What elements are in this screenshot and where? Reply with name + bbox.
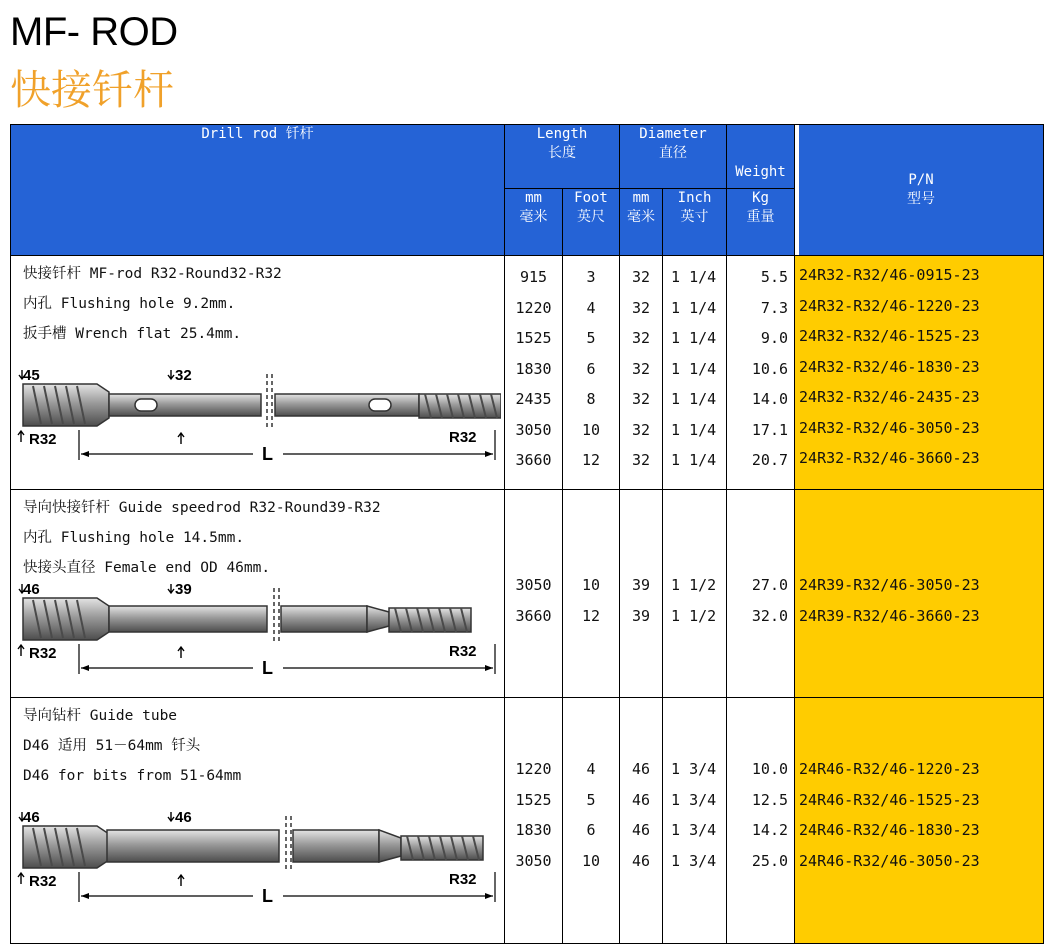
rod-diagram <box>17 810 501 910</box>
cell-value: 1 1/4 <box>671 268 717 286</box>
thread-label-left: R32 <box>29 645 57 662</box>
length-foot-cell <box>563 490 620 698</box>
cell-value: 1 1/2 <box>671 606 717 625</box>
description-line: 导向钻杆 Guide tube <box>23 708 178 724</box>
product-section-row <box>11 698 1044 944</box>
header-inch: Inch 英寸 <box>663 189 727 256</box>
cell-value: 12 <box>581 451 601 469</box>
diameter-mark-left: 46 <box>23 810 40 826</box>
cell-value: 10.0 <box>751 760 789 778</box>
arrow-up-icon <box>18 645 24 656</box>
cell-value: 3050 <box>515 576 552 594</box>
thread-label-left: R32 <box>29 431 57 448</box>
cell-value: 32 <box>631 451 651 469</box>
cell-value: 24R46-R32/46-3050-23 <box>799 851 980 870</box>
product-section-row <box>11 256 1044 490</box>
cell-value: 3660 <box>515 451 552 469</box>
header-kg: Kg 重量 <box>727 189 795 256</box>
cell-value: 10.6 <box>751 359 789 378</box>
diameter-mark-right: 39 <box>175 582 192 598</box>
cell-value: 14.2 <box>751 821 789 839</box>
cell-value: 1220 <box>515 760 552 778</box>
cell-value: 4 <box>586 298 596 317</box>
header-diameter: Diameter 直径 <box>620 125 727 189</box>
product-description <box>11 490 505 698</box>
cell-value: 24R39-R32/46-3660-23 <box>799 606 980 625</box>
cell-value: 27.0 <box>751 576 789 594</box>
arrow-up-icon <box>18 431 24 442</box>
cell-value: 39 <box>631 576 651 594</box>
cell-value: 24R32-R32/46-2435-23 <box>799 388 980 406</box>
cell-value: 915 <box>519 268 548 286</box>
header-dia-mm: mm 毫米 <box>620 189 663 256</box>
cell-value: 39 <box>631 606 651 625</box>
cell-value: 32 <box>631 359 651 378</box>
length-mm-cell <box>505 256 563 490</box>
length-foot-cell <box>563 698 620 944</box>
cell-value: 10 <box>581 576 601 594</box>
page-title-en: MF- ROD <box>10 10 178 54</box>
cell-value: 20.7 <box>751 451 789 469</box>
cell-value: 46 <box>631 790 651 809</box>
weight-cell <box>727 490 795 698</box>
cell-value: 1525 <box>515 790 552 809</box>
cell-value: 1 1/4 <box>671 420 717 439</box>
arrow-down-icon <box>168 584 174 593</box>
cell-value: 6 <box>586 821 596 839</box>
header-pn: P/N 型号 <box>795 125 1044 256</box>
cell-value: 32 <box>631 390 651 408</box>
length-mm-cell <box>505 490 563 698</box>
spec-table <box>10 124 1044 944</box>
diameter-inch-cell <box>663 256 727 490</box>
diameter-mm-cell <box>620 698 663 944</box>
cell-value: 1525 <box>515 329 552 347</box>
cell-value: 24R46-R32/46-1525-23 <box>799 790 980 809</box>
cell-value: 24R32-R32/46-3050-23 <box>799 418 980 437</box>
cell-value: 32 <box>631 268 651 286</box>
part-number-cell <box>795 256 1044 490</box>
cell-value: 32 <box>631 298 651 317</box>
arrow-down-icon <box>168 370 174 379</box>
arrow-up-icon <box>178 875 184 886</box>
cell-value: 24R32-R32/46-1830-23 <box>799 357 980 376</box>
cell-value: 1 1/4 <box>671 329 717 347</box>
rod-diagram <box>17 582 501 682</box>
arrow-down-icon <box>168 812 174 821</box>
cell-value: 1 3/4 <box>671 760 717 778</box>
rod-diagram <box>17 368 501 468</box>
header-drill-rod: Drill rod 钎杆 <box>11 125 505 256</box>
diameter-mm-cell <box>620 490 663 698</box>
cell-value: 1830 <box>515 359 552 378</box>
diameter-mark-right: 46 <box>175 810 192 826</box>
part-number-cell <box>795 698 1044 944</box>
cell-value: 12 <box>581 606 601 625</box>
cell-value: 1 1/4 <box>671 298 717 317</box>
arrow-up-icon <box>18 873 24 884</box>
cell-value: 1830 <box>515 821 552 839</box>
product-section-row <box>11 490 1044 698</box>
cell-value: 24R46-R32/46-1830-23 <box>799 821 980 839</box>
weight-cell <box>727 256 795 490</box>
cell-value: 7.3 <box>760 298 789 317</box>
header-length: Length 长度 <box>505 125 620 189</box>
length-label: L <box>262 658 273 678</box>
cell-value: 10 <box>581 420 601 439</box>
description-line: 内孔 Flushing hole 9.2mm. <box>23 296 236 312</box>
cell-value: 32.0 <box>751 606 789 625</box>
description-line: 快接钎杆 MF-rod R32-Round32-R32 <box>23 266 282 282</box>
description-line: 内孔 Flushing hole 14.5mm. <box>23 530 245 546</box>
cell-value: 1 1/4 <box>671 359 717 378</box>
cell-value: 46 <box>631 760 651 778</box>
diameter-inch-cell <box>663 490 727 698</box>
cell-value: 46 <box>631 851 651 870</box>
cell-value: 24R39-R32/46-3050-23 <box>799 576 980 594</box>
description-line: 快接头直径 Female end OD 46mm. <box>23 560 271 576</box>
description-line: 扳手槽 Wrench flat 25.4mm. <box>23 326 242 342</box>
weight-cell <box>727 698 795 944</box>
diameter-mm-cell <box>620 256 663 490</box>
cell-value: 24R32-R32/46-1525-23 <box>799 327 980 345</box>
cell-value: 3 <box>586 268 596 286</box>
cell-value: 5.5 <box>760 268 789 286</box>
product-description <box>11 698 505 944</box>
header-foot: Foot 英尺 <box>563 189 620 256</box>
cell-value: 1 3/4 <box>671 790 717 809</box>
cell-value: 6 <box>586 359 596 378</box>
rod-shaft-shape <box>109 606 367 632</box>
description-line: D46 适用 51－64mm 钎头 <box>23 738 201 754</box>
diameter-mark-left: 45 <box>23 368 40 384</box>
arrow-up-icon <box>178 433 184 444</box>
cell-value: 3050 <box>515 851 552 870</box>
description-line: D46 for bits from 51-64mm <box>23 768 242 784</box>
cell-value: 1 1/4 <box>671 451 717 469</box>
cell-value: 14.0 <box>751 390 789 408</box>
rod-shaft-shape <box>107 830 379 862</box>
cell-value: 24R32-R32/46-1220-23 <box>799 296 980 315</box>
part-number-cell <box>795 490 1044 698</box>
arrow-up-icon <box>178 647 184 658</box>
cell-value: 3660 <box>515 606 552 625</box>
cell-value: 10 <box>581 851 601 870</box>
description-line: 导向快接钎杆 Guide speedrod R32-Round39-R32 <box>23 500 381 516</box>
rod-taper-shape <box>367 606 389 632</box>
cell-value: 25.0 <box>751 851 789 870</box>
cell-value: 4 <box>586 760 596 778</box>
cell-value: 1 3/4 <box>671 851 717 870</box>
length-foot-cell <box>563 256 620 490</box>
cell-value: 5 <box>586 790 596 809</box>
page-title-cn: 快接钎杆 <box>10 66 174 114</box>
cell-value: 1 1/4 <box>671 390 717 408</box>
thread-label-right: R32 <box>449 871 477 888</box>
length-label: L <box>262 886 273 906</box>
diameter-mark-left: 46 <box>23 582 40 598</box>
cell-value: 1220 <box>515 298 552 317</box>
cell-value: 9.0 <box>760 329 789 347</box>
length-label: L <box>262 444 273 464</box>
thread-label-left: R32 <box>29 873 57 890</box>
cell-value: 24R32-R32/46-3660-23 <box>799 449 980 467</box>
product-description <box>11 256 505 490</box>
cell-value: 3050 <box>515 420 552 439</box>
cell-value: 24R46-R32/46-1220-23 <box>799 760 980 778</box>
cell-value: 32 <box>631 420 651 439</box>
cell-value: 2435 <box>515 390 552 408</box>
thread-label-right: R32 <box>449 429 477 446</box>
cell-value: 1 1/2 <box>671 576 717 594</box>
length-mm-cell <box>505 698 563 944</box>
cell-value: 32 <box>631 329 651 347</box>
diameter-inch-cell <box>663 698 727 944</box>
cell-value: 5 <box>586 329 596 347</box>
cell-value: 12.5 <box>751 790 789 809</box>
header-weight: Weight <box>727 125 795 189</box>
cell-value: 17.1 <box>751 420 789 439</box>
header-mm: mm 毫米 <box>505 189 563 256</box>
cell-value: 8 <box>586 390 596 408</box>
cell-value: 1 3/4 <box>671 821 717 839</box>
diameter-mark-right: 32 <box>175 368 192 384</box>
cell-value: 24R32-R32/46-0915-23 <box>799 266 980 284</box>
thread-label-right: R32 <box>449 643 477 660</box>
rod-taper-shape <box>379 830 401 862</box>
cell-value: 46 <box>631 821 651 839</box>
